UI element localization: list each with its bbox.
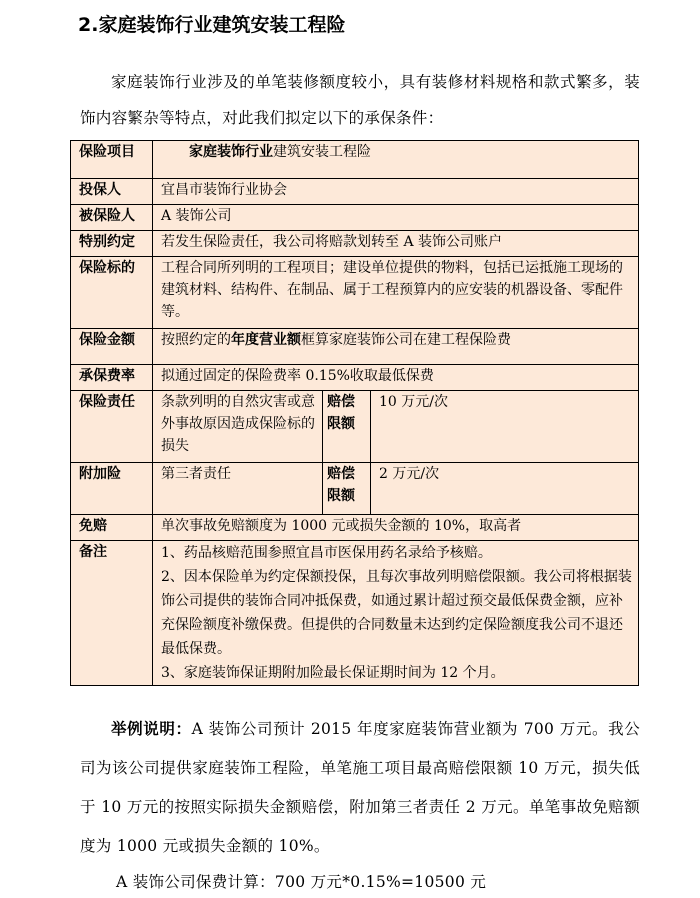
deductible-value: 单次事故免赔额度为 1000 元或损失金额的 10%，取高者 <box>153 515 639 541</box>
policyholder-value: 宜昌市装饰行业协会 <box>153 179 639 205</box>
intro-paragraph: 家庭装饰行业涉及的单笔装修额度较小，具有装修材料规格和款式繁多，装饰内容繁杂等特点，对此我们拟定以下的承保条件： <box>80 73 640 127</box>
amount-post: 框算家庭装饰公司在建工程保险费 <box>301 332 511 348</box>
notes-value <box>153 541 639 686</box>
row-policyholder <box>71 179 639 205</box>
liability-limit-label-2: 限额 <box>327 416 355 432</box>
liability-limit-value: 10 万元/次 <box>371 391 639 463</box>
premium-label: 承保费率 <box>71 365 153 391</box>
project-value <box>153 141 639 179</box>
liability-limit-label-1: 赔偿 <box>327 394 355 410</box>
row-project <box>71 141 639 179</box>
page-title: 2.家庭装饰行业建筑安装工程险 <box>78 14 346 36</box>
project-label: 保险项目 <box>71 141 153 179</box>
deductible-label: 免赔 <box>71 515 153 541</box>
insured-label: 被保险人 <box>71 205 153 231</box>
premium-value: 拟通过固定的保险费率 0.15%收取最低保费 <box>153 365 639 391</box>
project-value-rest: 建筑安装工程险 <box>273 144 371 160</box>
amount-bold: 年度营业额 <box>231 332 301 348</box>
row-deductible <box>71 515 639 541</box>
liability-label: 保险责任 <box>71 391 153 463</box>
subject-value: 工程合同所列明的工程项目；建设单位提供的物料，包括已运抵施工现场的建筑材料、结构件、在制品、属于工程预算内的应安装的机器设备、零配件等。 <box>153 257 639 329</box>
notes-label: 备注 <box>71 541 153 686</box>
subject-label: 保险标的 <box>71 257 153 329</box>
policyholder-label: 投保人 <box>71 179 153 205</box>
row-addon <box>71 463 639 515</box>
row-premium <box>71 365 639 391</box>
special-label: 特别约定 <box>71 231 153 257</box>
row-amount <box>71 329 639 365</box>
premium-calculation: A 装饰公司保费计算：700 万元*0.15%=10500 元 <box>116 873 487 891</box>
row-insured <box>71 205 639 231</box>
special-value: 若发生保险责任，我公司将赔款划转至 A 装饰公司账户 <box>153 231 639 257</box>
addon-limit-value: 2 万元/次 <box>371 463 639 515</box>
example-label: 举例说明： <box>111 720 192 738</box>
addon-limit-label-2: 限额 <box>327 488 355 504</box>
addon-limit-label <box>323 463 371 515</box>
liability-desc: 条款列明的自然灾害或意外事故原因造成保险标的损失 <box>153 391 323 463</box>
addon-desc: 第三者责任 <box>153 463 323 515</box>
liability-limit-label <box>323 391 371 463</box>
row-liability <box>71 391 639 463</box>
amount-label: 保险金额 <box>71 329 153 365</box>
note-item: 3、家庭装饰保证期附加险最长保证期时间为 12 个月。 <box>161 665 505 681</box>
addon-limit-label-1: 赔偿 <box>327 466 355 482</box>
amount-value <box>153 329 639 365</box>
example-paragraph <box>80 710 640 866</box>
row-subject <box>71 257 639 329</box>
terms-table <box>70 140 639 686</box>
note-item: 1、药品核赔范围参照宜昌市医保用药名录给予核赔。 <box>161 545 492 561</box>
row-notes <box>71 541 639 686</box>
note-item: 2、因本保险单为约定保额投保，且每次事故列明赔偿限额。我公司将根据装饰公司提供的装饰合同冲抵保费，如通过累计超过预交最低保费金额，应补充保险额度补缴保费。但提供的合同数量未达到约定保险额度我公司不退还最低保费。 <box>161 569 632 657</box>
example-text: A 装饰公司预计 2015 年度家庭装饰营业额为 700 万元。我公司为该公司提供家庭装饰工程险，单笔施工项目最高赔偿限额 10 万元，损失低于 10 万元的按照实际损失金额赔偿，附加第三者责任 2 万元。单笔事故免赔额度为 1000 元或损失金额的 10%。 <box>80 720 640 855</box>
addon-label: 附加险 <box>71 463 153 515</box>
insured-value: A 装饰公司 <box>153 205 639 231</box>
amount-pre: 按照约定的 <box>161 332 231 348</box>
row-special <box>71 231 639 257</box>
project-value-bold: 家庭装饰行业 <box>189 144 273 160</box>
